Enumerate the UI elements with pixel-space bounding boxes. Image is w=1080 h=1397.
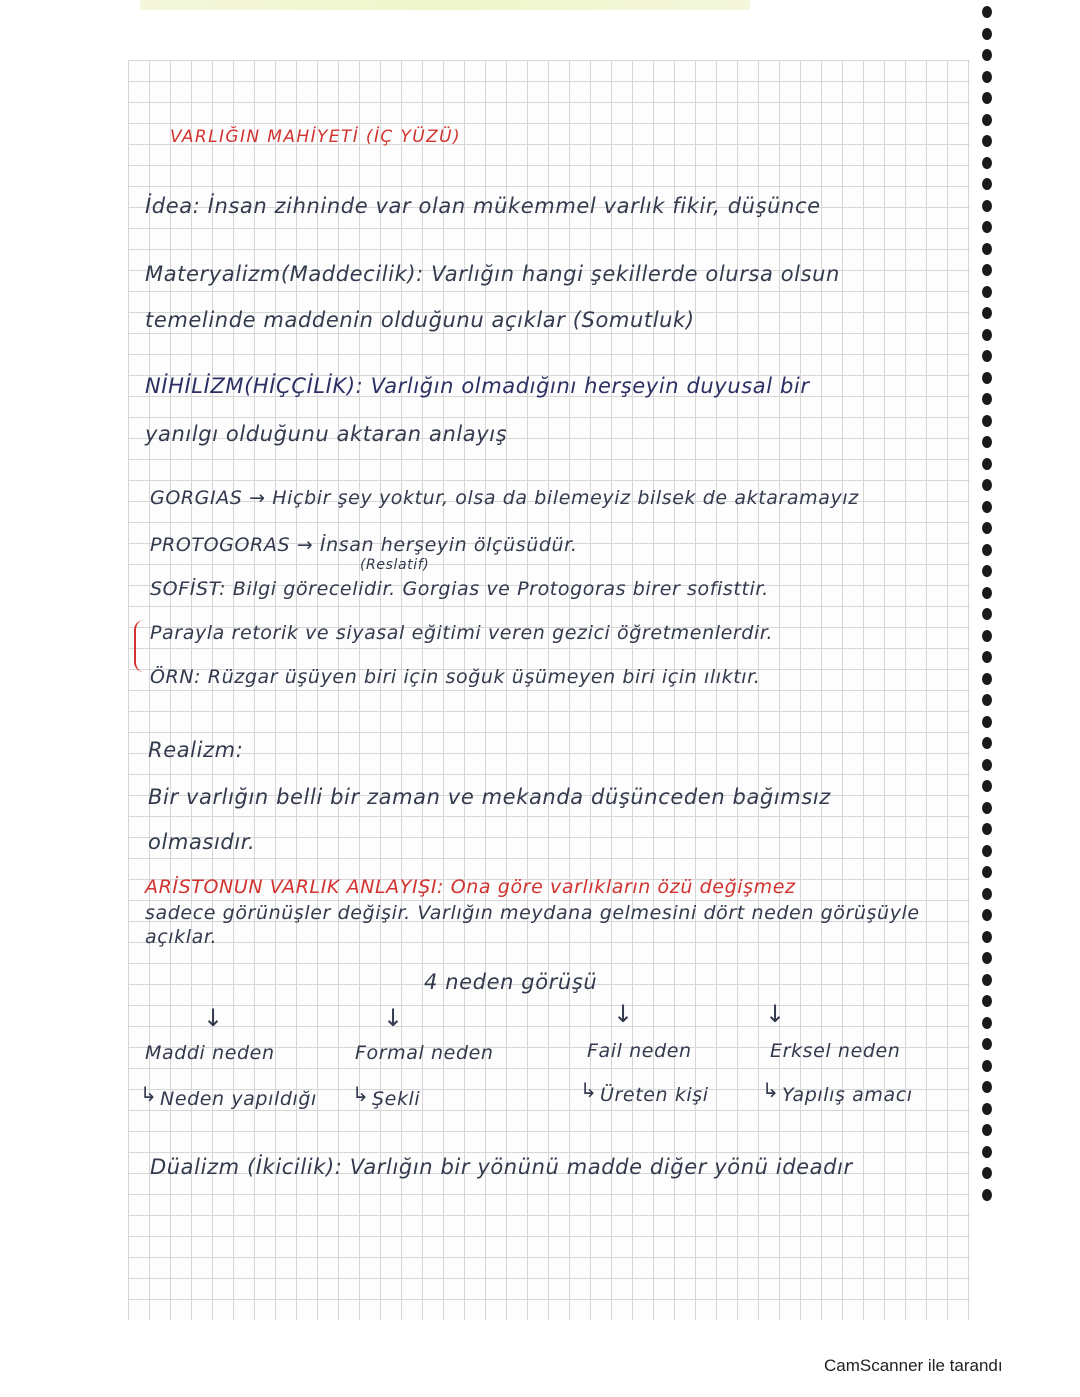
binding-hole — [982, 501, 992, 513]
binding-hole — [982, 350, 992, 362]
binding-hole — [982, 1146, 992, 1158]
cause-desc-maddi: Neden yapıldığı — [160, 1088, 317, 1110]
dualizm-line: Düalizm (İkicilik): Varlığın bir yönünü madde diğer yönü ideadır — [150, 1155, 853, 1179]
aristo-line-1: ARİSTONUN VARLIK ANLAYIŞI: Ona göre varlıkların özü değişmez — [145, 876, 796, 898]
binding-hole — [982, 630, 992, 642]
cause-desc-formal: Şekli — [372, 1088, 421, 1110]
arrow-down-icon: ↓ — [613, 1000, 634, 1028]
realizm-line-1: Bir varlığın belli bir zaman ve mekanda düşünceden bağımsız — [148, 785, 831, 809]
binding-hole — [982, 866, 992, 878]
four-causes-heading: 4 neden görüşü — [424, 970, 598, 994]
binding-hole — [982, 673, 992, 685]
binding-hole — [982, 587, 992, 599]
cause-name-fail: Fail neden — [587, 1040, 692, 1062]
note-title: VARLIĞIN MAHİYETİ (İÇ YÜZÜ) — [170, 127, 461, 147]
hook-arrow-icon: ↳ — [762, 1078, 779, 1102]
binding-hole — [982, 952, 992, 964]
binding-hole — [982, 565, 992, 577]
binding-hole — [982, 845, 992, 857]
binding-hole — [982, 243, 992, 255]
cause-name-maddi: Maddi neden — [145, 1042, 275, 1064]
binding-hole — [982, 114, 992, 126]
binding-hole — [982, 1124, 992, 1136]
binding-hole — [982, 759, 992, 771]
binding-hole — [982, 780, 992, 792]
binding-hole — [982, 1081, 992, 1093]
binding-hole — [982, 888, 992, 900]
protogoras-line: PROTOGORAS → İnsan herşeyin ölçüsüdür. — [150, 534, 578, 556]
binding-hole — [982, 329, 992, 341]
binding-hole — [982, 479, 992, 491]
binding-hole — [982, 522, 992, 534]
hook-arrow-icon: ↳ — [140, 1082, 157, 1106]
binding-hole — [982, 178, 992, 190]
red-bracket — [134, 620, 146, 672]
binding-hole — [982, 694, 992, 706]
hook-arrow-icon: ↳ — [580, 1078, 597, 1102]
arrow-down-icon: ↓ — [203, 1004, 224, 1032]
binding-hole — [982, 823, 992, 835]
binding-hole — [982, 1017, 992, 1029]
aristo-line-2: sadece görünüşler değişir. Varlığın meydana gelmesini dört neden görüşüyle — [145, 902, 920, 924]
gorgias-line: GORGIAS → Hiçbir şey yoktur, olsa da bilemeyiz bilsek de aktaramayız — [150, 487, 859, 509]
materyalizm-line-2: temelinde maddenin olduğunu açıklar (Somutluk) — [145, 308, 695, 332]
arrow-down-icon: ↓ — [383, 1004, 404, 1032]
reslatif-annotation: (Reslatif) — [360, 557, 430, 573]
cause-desc-erksel: Yapılış amacı — [782, 1084, 913, 1106]
hook-arrow-icon: ↳ — [352, 1082, 369, 1106]
binding-hole — [982, 307, 992, 319]
cause-name-formal: Formal neden — [355, 1042, 494, 1064]
binding-hole — [982, 995, 992, 1007]
binding-hole — [982, 71, 992, 83]
cause-desc-fail: Üreten kişi — [600, 1084, 709, 1106]
realizm-heading: Realizm: — [148, 738, 244, 762]
binding-hole — [982, 608, 992, 620]
binding-hole — [982, 909, 992, 921]
binding-hole — [982, 200, 992, 212]
materyalizm-line-1: Materyalizm(Maddecilik): Varlığın hangi şekillerde olursa olsun — [145, 262, 840, 286]
binding-hole — [982, 1038, 992, 1050]
binding-hole — [982, 157, 992, 169]
binding-hole — [982, 802, 992, 814]
ornek-line: ÖRN: Rüzgar üşüyen biri için soğuk üşümeyen biri için ılıktır. — [150, 666, 761, 688]
binding-hole — [982, 1189, 992, 1201]
binding-hole — [982, 28, 992, 40]
binding-hole — [982, 393, 992, 405]
binding-hole — [982, 974, 992, 986]
binding-hole — [982, 92, 992, 104]
spiral-binding-holes — [978, 6, 998, 1216]
binding-hole — [982, 458, 992, 470]
binding-hole — [982, 544, 992, 556]
binding-hole — [982, 6, 992, 18]
sofist-line-1: SOFİST: Bilgi görecelidir. Gorgias ve Protogoras birer sofisttir. — [150, 578, 769, 600]
realizm-line-2: olmasıdır. — [148, 830, 256, 854]
binding-hole — [982, 135, 992, 147]
sofist-line-2: Parayla retorik ve siyasal eğitimi veren gezici öğretmenlerdir. — [150, 622, 774, 644]
binding-hole — [982, 372, 992, 384]
binding-hole — [982, 931, 992, 943]
top-highlight-strip — [140, 0, 750, 10]
binding-hole — [982, 415, 992, 427]
binding-hole — [982, 49, 992, 61]
cause-name-erksel: Erksel neden — [770, 1040, 901, 1062]
nihilizm-line-2: yanılgı olduğunu aktaran anlayış — [145, 422, 508, 446]
camscanner-watermark: CamScanner ile tarandı — [824, 1356, 1003, 1375]
idea-definition: İdea: İnsan zihninde var olan mükemmel varlık fikir, düşünce — [145, 194, 821, 218]
binding-hole — [982, 1167, 992, 1179]
arrow-down-icon: ↓ — [765, 1000, 786, 1028]
binding-hole — [982, 737, 992, 749]
binding-hole — [982, 436, 992, 448]
binding-hole — [982, 1060, 992, 1072]
grid-paper — [128, 60, 970, 1320]
binding-hole — [982, 264, 992, 276]
nihilizm-line-1: NİHİLİZM(HİÇÇİLİK): Varlığın olmadığını herşeyin duyusal bir — [145, 374, 810, 398]
aristo-line-3: açıklar. — [145, 926, 218, 948]
binding-hole — [982, 1103, 992, 1115]
binding-hole — [982, 221, 992, 233]
binding-hole — [982, 286, 992, 298]
binding-hole — [982, 716, 992, 728]
binding-hole — [982, 651, 992, 663]
